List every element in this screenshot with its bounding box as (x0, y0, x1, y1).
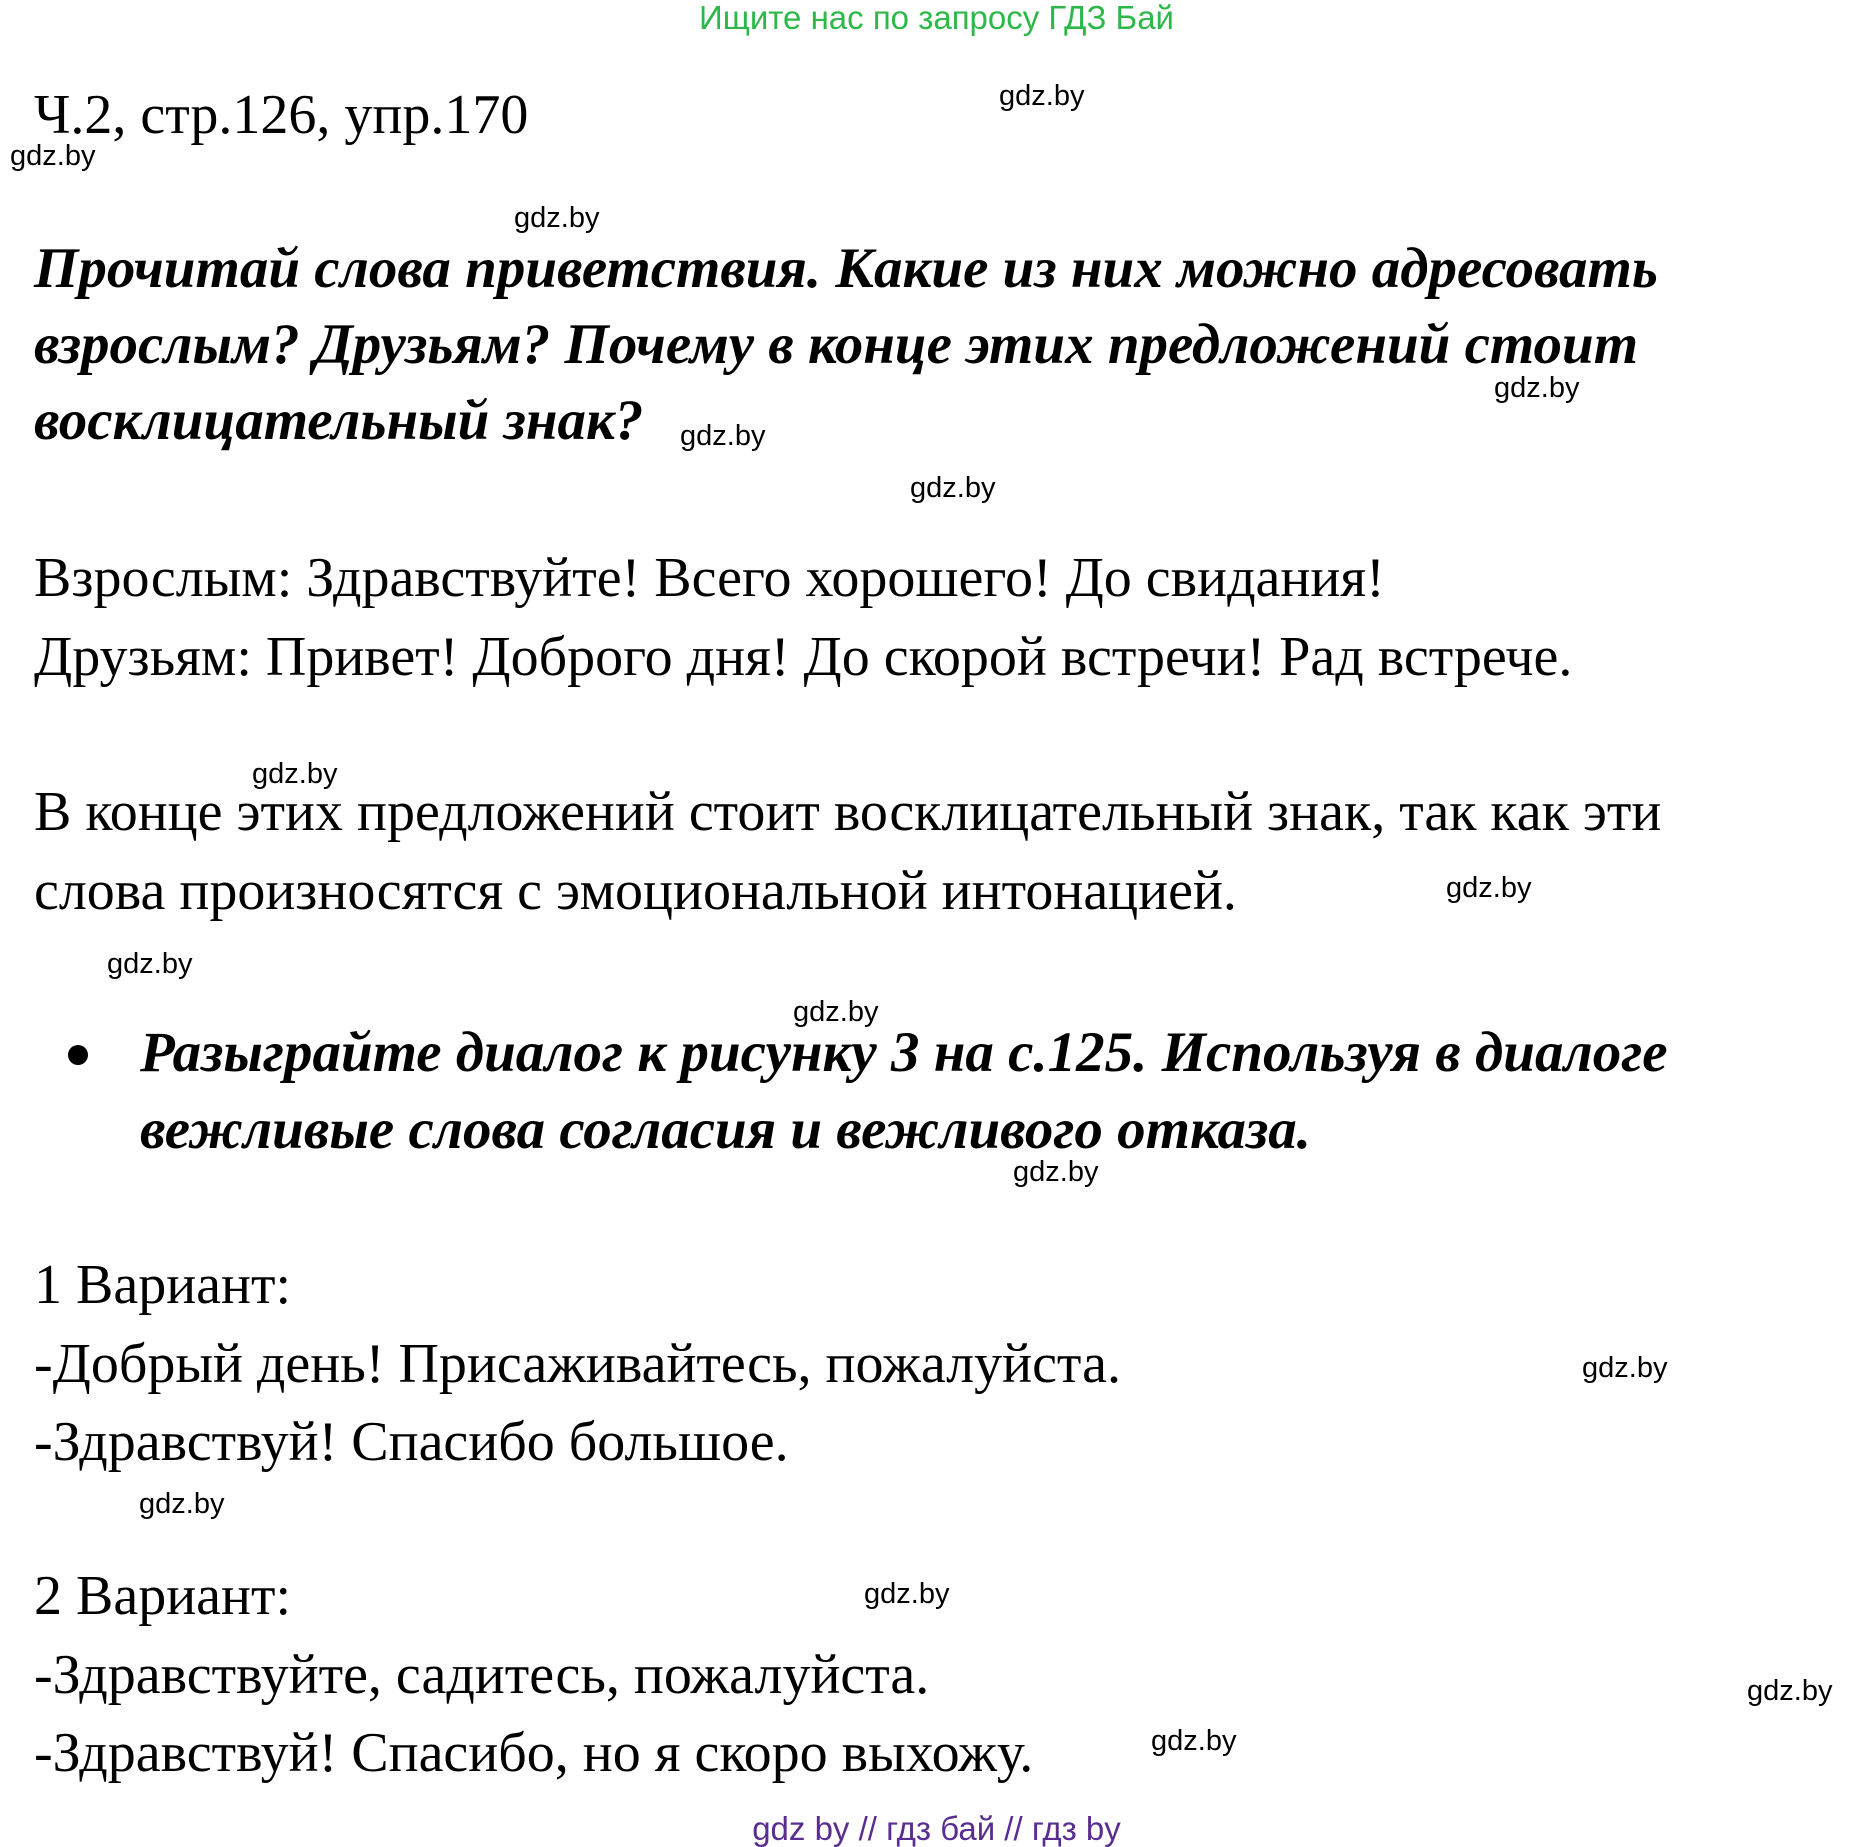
watermark: gdz.by (1013, 1156, 1099, 1188)
watermark: gdz.by (1446, 872, 1532, 904)
variant2-title: 2 Вариант: (34, 1565, 292, 1627)
bullet-icon (68, 1045, 88, 1065)
watermark: gdz.by (1151, 1725, 1237, 1757)
variant1-title: 1 Вариант: (34, 1254, 292, 1316)
watermark: gdz.by (1582, 1352, 1668, 1384)
task-line-2: взрослым? Друзьям? Почему в конце этих предложений стоит (34, 313, 1639, 376)
task-line-3: восклицательный знак? (34, 389, 644, 452)
variant1-line-2: -Здравствуй! Спасибо большое. (34, 1411, 789, 1473)
task2-line-1: Разыграйте диалог к рисунку 3 на с.125. Используя в диалоге (140, 1021, 1668, 1084)
footer: gdz by // гдз бай // гдз by (752, 1810, 1121, 1847)
answer-adults: Взрослым: Здравствуйте! Всего хорошего! До свидания! (34, 547, 1385, 609)
watermark: gdz.by (864, 1578, 950, 1610)
watermark: gdz.by (252, 758, 338, 790)
variant2-line-1: -Здравствуйте, садитесь, пожалуйста. (34, 1644, 930, 1706)
page-heading: Ч.2, стр.126, упр.170 (34, 84, 529, 146)
watermark: gdz.by (999, 80, 1085, 112)
variant2-line-2: -Здравствуй! Спасибо, но я скоро выхожу. (34, 1722, 1034, 1784)
watermark: gdz.by (793, 996, 879, 1028)
variant1-line-1: -Добрый день! Присаживайтесь, пожалуйста. (34, 1333, 1121, 1395)
task-line-1: Прочитай слова приветствия. Какие из них можно адресовать (34, 237, 1658, 300)
watermark: gdz.by (680, 420, 766, 452)
watermark: gdz.by (910, 472, 996, 504)
watermark: gdz.by (514, 202, 600, 234)
answer-friends: Друзьям: Привет! Доброго дня! До скорой встречи! Рад встрече. (34, 626, 1573, 688)
explanation-line-1: В конце этих предложений стоит восклицательный знак, так как эти (34, 781, 1662, 843)
watermark: gdz.by (10, 140, 96, 172)
explanation-line-2: слова произносятся с эмоциональной интонацией. (34, 860, 1237, 922)
watermark: gdz.by (139, 1488, 225, 1520)
task2-line-2: вежливые слова согласия и вежливого отказа. (140, 1098, 1311, 1161)
watermark: gdz.by (1747, 1675, 1833, 1707)
top-banner: Ищите нас по запросу ГДЗ Бай (699, 0, 1174, 36)
watermark: gdz.by (1494, 372, 1580, 404)
watermark: gdz.by (107, 948, 193, 980)
